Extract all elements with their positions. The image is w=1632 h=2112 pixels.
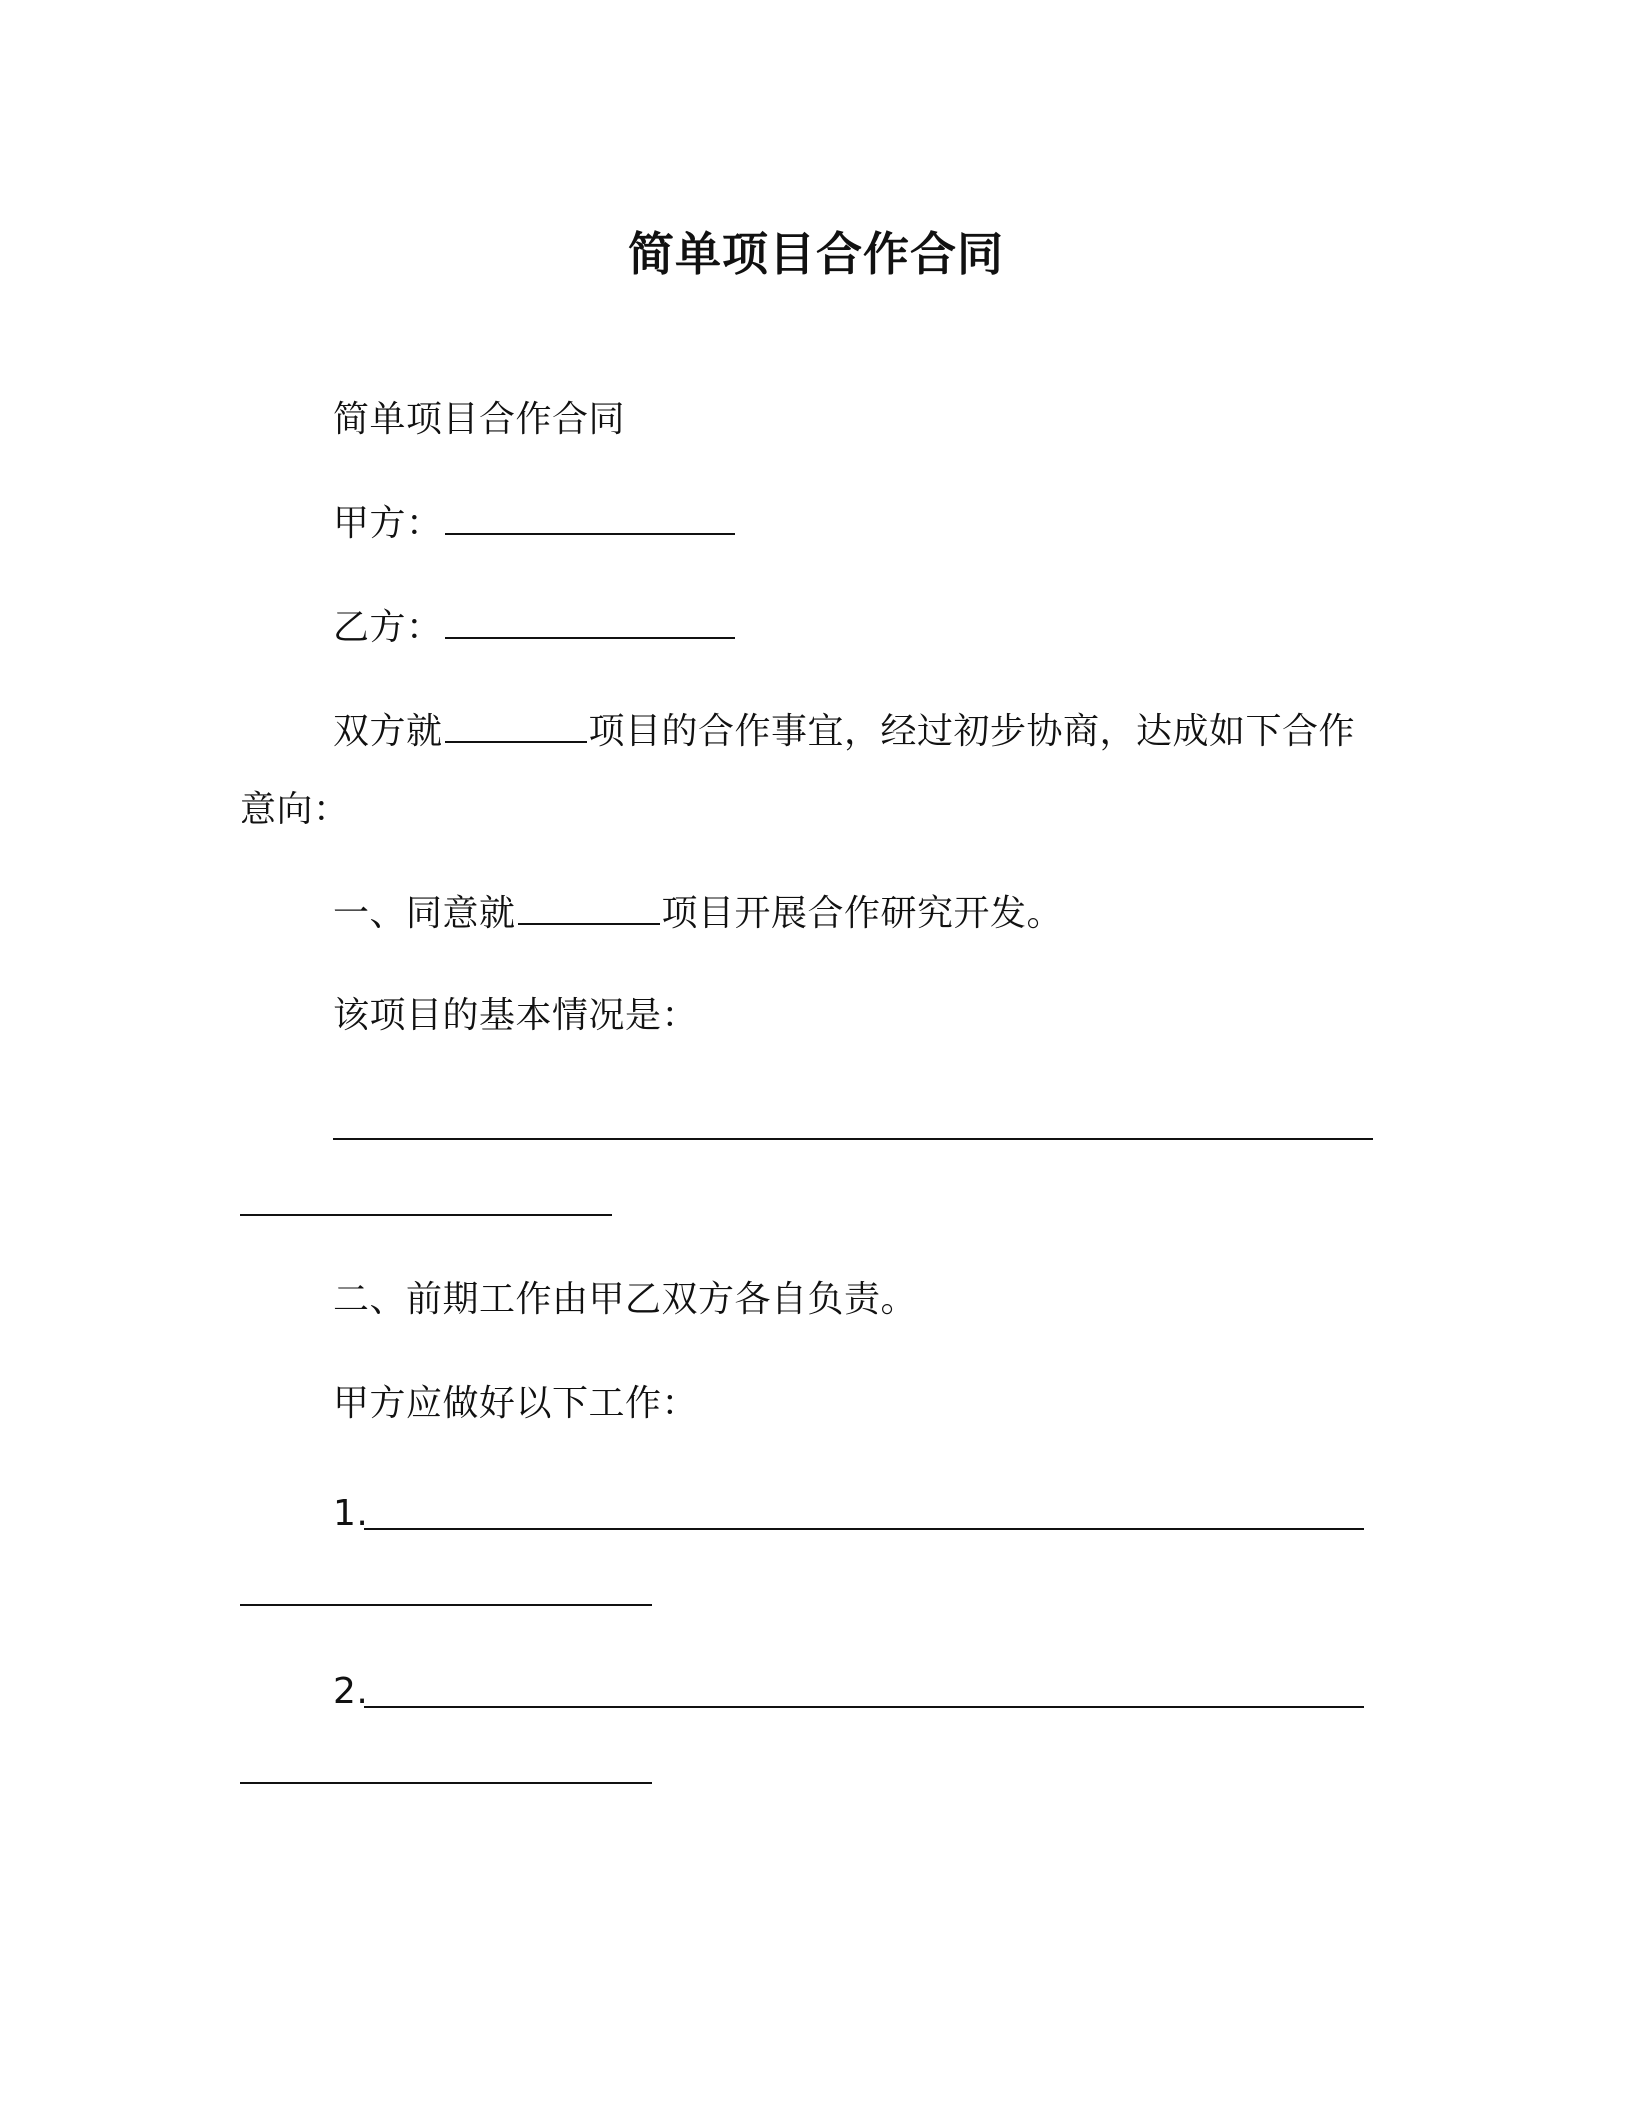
party-b-label: 乙方： xyxy=(333,607,443,648)
document-subtitle: 简单项目合作合同 xyxy=(333,399,626,440)
party-a-blank[interactable] xyxy=(445,501,735,535)
intro-line xyxy=(333,708,1355,756)
item-1-number: 1. xyxy=(333,1493,369,1534)
item-1-blank-line-2[interactable] xyxy=(240,1604,652,1606)
clause-1-line xyxy=(333,890,1063,938)
clause-1-project-blank[interactable] xyxy=(518,891,660,925)
clause-2: 二、前期工作由甲乙双方各自负责。 xyxy=(333,1279,918,1320)
intro-continuation: 意向： xyxy=(240,789,350,830)
project-name-blank[interactable] xyxy=(445,709,587,743)
item-2-number: 2. xyxy=(333,1671,369,1712)
item-1-blank-line-1[interactable] xyxy=(364,1528,1364,1530)
item-2-blank-line-2[interactable] xyxy=(240,1782,652,1784)
intro-prefix: 双方就 xyxy=(333,711,443,752)
party-b-line xyxy=(333,604,737,652)
intro-suffix: 项目的合作事宜，经过初步协商，达成如下合作 xyxy=(588,711,1356,752)
project-basic-blank-line-2[interactable] xyxy=(240,1214,612,1216)
project-basic-label: 该项目的基本情况是： xyxy=(333,995,699,1036)
project-basic-blank-line-1[interactable] xyxy=(333,1138,1373,1140)
document-title: 简单项目合作合同 xyxy=(628,227,1004,281)
party-a-line xyxy=(333,500,737,548)
party-b-blank[interactable] xyxy=(445,605,735,639)
item-2-blank-line-1[interactable] xyxy=(364,1706,1364,1708)
party-a-label: 甲方： xyxy=(333,503,443,544)
clause-1-prefix: 一、同意就 xyxy=(333,893,516,934)
clause-1-suffix: 项目开展合作研究开发。 xyxy=(661,893,1064,934)
party-a-work-label: 甲方应做好以下工作： xyxy=(333,1383,699,1424)
